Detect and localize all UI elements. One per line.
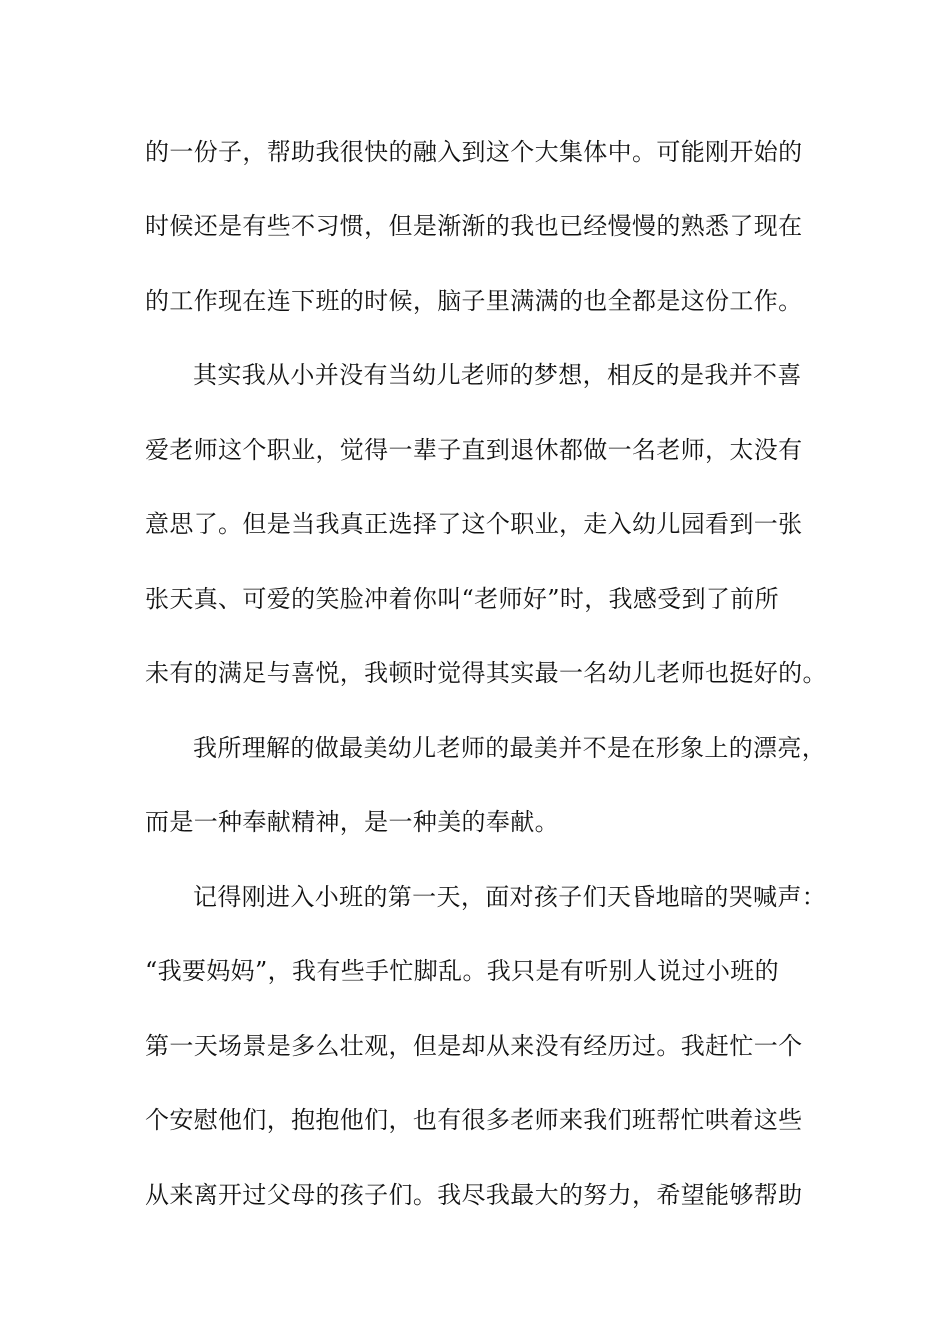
text-line: 的工作现在连下班的时候，脑子里满满的也全都是这份工作。 [145, 287, 803, 315]
text-line: 爱老师这个职业，觉得一辈子直到退休都做一名老师，太没有 [145, 436, 803, 464]
text-line: 从来离开过父母的孩子们。我尽我最大的努力，希望能够帮助 [145, 1181, 803, 1209]
text-line: “我要妈妈”，我有些手忙脚乱。我只是有听别人说过小班的 [145, 957, 779, 985]
paragraph-first-line: 其实我从小并没有当幼儿老师的梦想，相反的是我并不喜 [193, 361, 802, 389]
text-line: 的一份子，帮助我很快的融入到这个大集体中。可能刚开始的 [145, 138, 803, 166]
text-line: 时候还是有些不习惯，但是渐渐的我也已经慢慢的熟悉了现在 [145, 212, 803, 240]
text-line: 张天真、可爱的笑脸冲着你叫“老师好”时，我感受到了前所 [145, 585, 779, 613]
text-line: 意思了。但是当我真正选择了这个职业，走入幼儿园看到一张 [145, 510, 803, 538]
text-line: 第一天场景是多么壮观，但是却从来没有经历过。我赶忙一个 [145, 1032, 803, 1060]
paragraph-first-line: 记得刚进入小班的第一天，面对孩子们天昏地暗的哭喊声： [193, 883, 827, 911]
text-line: 而是一种奉献精神，是一种美的奉献。 [145, 808, 559, 836]
paragraph-first-line: 我所理解的做最美幼儿老师的最美并不是在形象上的漂亮， [193, 734, 827, 762]
text-line: 未有的满足与喜悦，我顿时觉得其实最一名幼儿老师也挺好的。 [145, 659, 827, 687]
text-line: 个安慰他们，抱抱他们，也有很多老师来我们班帮忙哄着这些 [145, 1106, 803, 1134]
